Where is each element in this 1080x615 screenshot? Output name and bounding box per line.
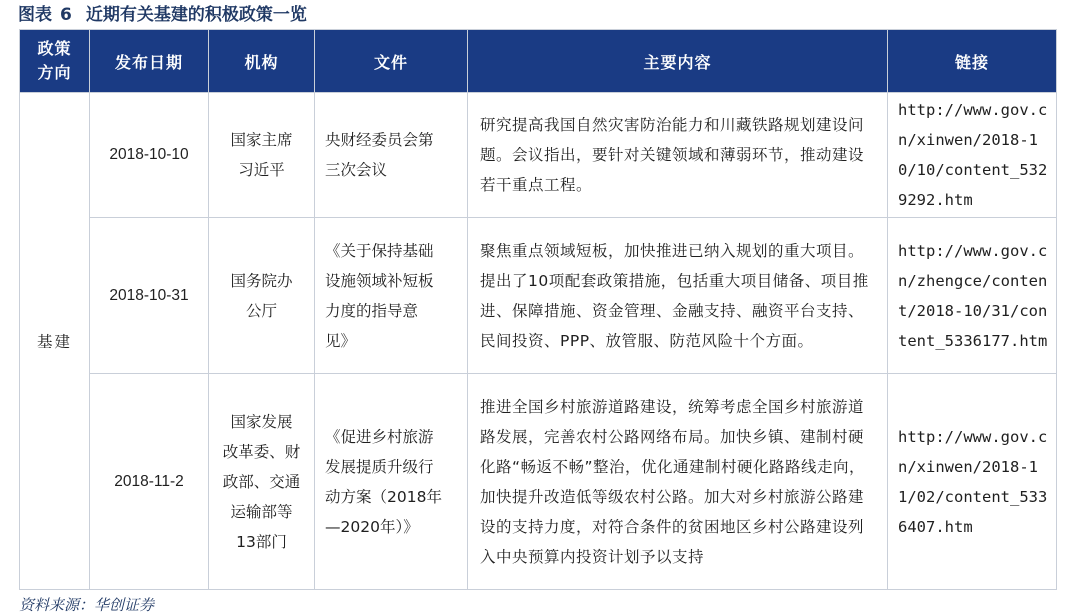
source-note: 资料来源：华创证券 — [19, 596, 155, 614]
header-org: 机构 — [209, 30, 315, 93]
org-cell: 国务院办 公厅 — [209, 218, 315, 374]
content-cell: 聚焦重点领域短板，加快推进已纳入规划的重大项目。提出了10项配套政策措施，包括重大项目储备、项目推进、保障措施、资金管理、金融支持、融资平台支持、民间投资、PPP、放管服、防范风险十个方面。 — [468, 218, 888, 374]
header-date: 发布日期 — [90, 30, 209, 93]
table-row — [20, 218, 1057, 374]
org-cell: 国家主席 习近平 — [209, 93, 315, 218]
link-cell[interactable]: http://www.gov.cn/xinwen/2018-11/02/content_5336407.htm — [888, 374, 1057, 590]
file-cell: 《关于保持基础 设施领域补短板 力度的指导意 见》 — [315, 218, 468, 374]
table-row — [20, 93, 1057, 218]
header-content: 主要内容 — [468, 30, 888, 93]
date-cell: 2018-10-10 — [90, 93, 209, 218]
figure-label: 图表 — [18, 5, 52, 25]
org-cell: 国家发展 改革委、财 政部、交通 运输部等 13部门 — [209, 374, 315, 590]
header-row — [20, 30, 1057, 93]
link-cell[interactable]: http://www.gov.cn/xinwen/2018-10/10/content_5329292.htm — [888, 93, 1057, 218]
figure-number: 6 — [60, 5, 72, 25]
header-link: 链接 — [888, 30, 1057, 93]
policy-table — [19, 29, 1057, 590]
header-file: 文件 — [315, 30, 468, 93]
date-cell: 2018-10-31 — [90, 218, 209, 374]
date-cell: 2018-11-2 — [90, 374, 209, 590]
sector-cell: 基建 — [20, 93, 90, 590]
content-cell: 推进全国乡村旅游道路建设，统筹考虑全国乡村旅游道路发展，完善农村公路网络布局。加快乡镇、建制村硬化路“畅返不畅”整治，优化通建制村硬化路路线走向，加快提升改造低等级农村公路。加大对乡村旅游公路建设的支持力度，对符合条件的贫困地区乡村公路建设列入中央预算内投资计划予以支持 — [468, 374, 888, 590]
file-cell: 央财经委员会第 三次会议 — [315, 93, 468, 218]
file-cell: 《促进乡村旅游 发展提质升级行 动方案（2018年 —2020年）》 — [315, 374, 468, 590]
header-direction: 政策 方向 — [20, 30, 90, 93]
link-cell[interactable]: http://www.gov.cn/zhengce/content/2018-10/31/content_5336177.htm — [888, 218, 1057, 374]
figure-title-text: 近期有关基建的积极政策一览 — [85, 5, 307, 25]
table-row — [20, 374, 1057, 590]
content-cell: 研究提高我国自然灾害防治能力和川藏铁路规划建设问题。会议指出，要针对关键领域和薄弱环节，推动建设若干重点工程。 — [468, 93, 888, 218]
figure-title — [18, 2, 307, 28]
